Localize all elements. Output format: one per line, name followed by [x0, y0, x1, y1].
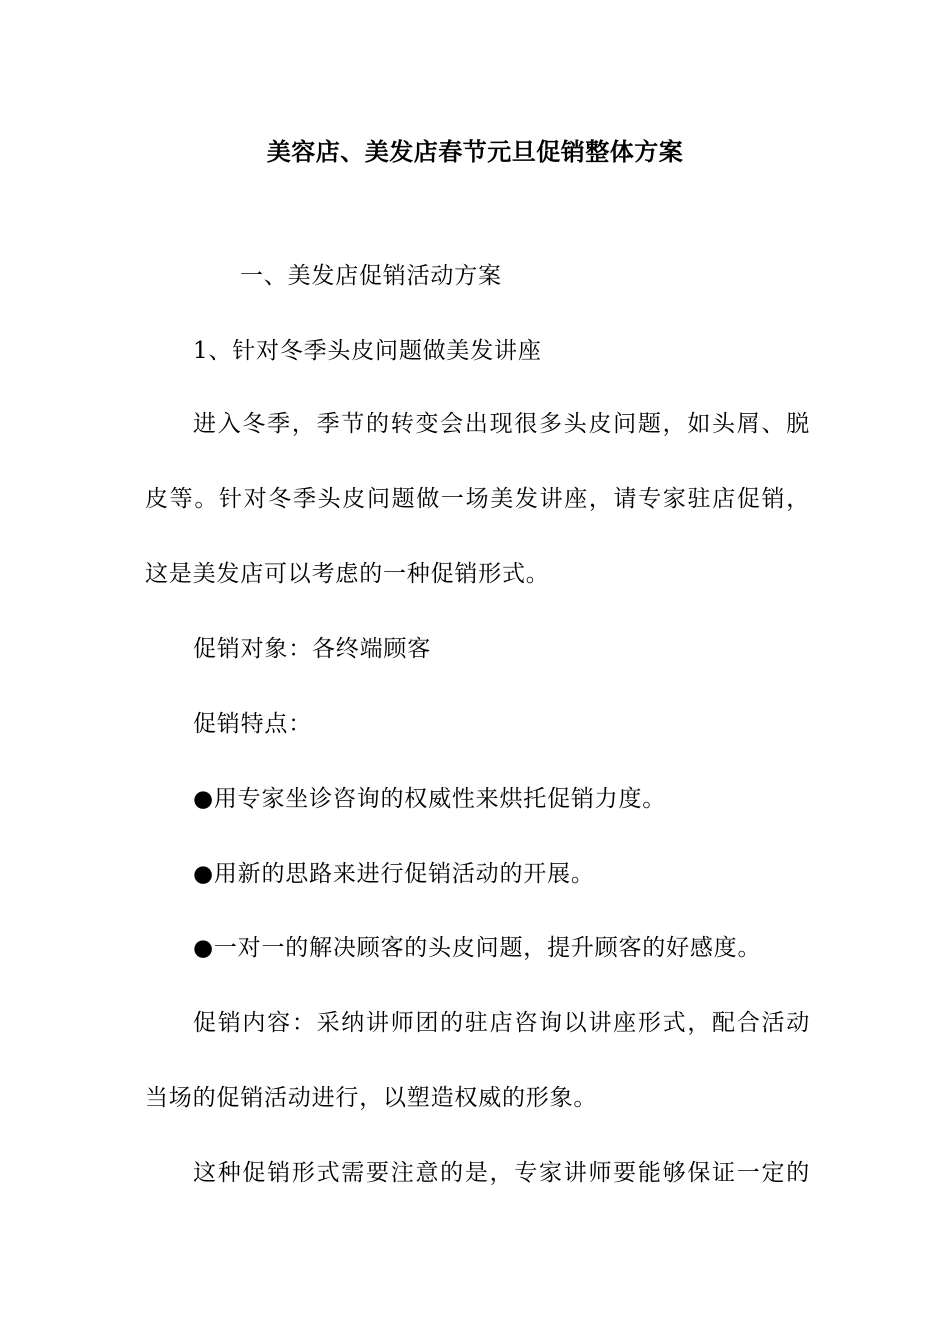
paragraph-line: 进入冬季，季节的转变会出现很多头皮问题，如头屑、脱 [193, 411, 810, 437]
section-heading: 一、美发店促销活动方案 [240, 263, 502, 289]
bullet-item: ●用专家坐诊咨询的权威性来烘托促销力度。 [193, 786, 667, 812]
paragraph-line: 这是美发店可以考虑的一种促销形式。 [145, 561, 550, 587]
paragraph-line: 当场的促销活动进行，以塑造权威的形象。 [145, 1085, 598, 1111]
bullet-item: ●一对一的解决顾客的头皮问题，提升顾客的好感度。 [193, 935, 762, 961]
document-title: 美容店、美发店春节元旦促销整体方案 [266, 137, 684, 166]
subsection-heading: 1、针对冬季头皮问题做美发讲座 [193, 338, 542, 364]
paragraph-line: 促销内容：采纳讲师团的驻店咨询以讲座形式，配合活动 [193, 1010, 810, 1036]
bullet-item: ●用新的思路来进行促销活动的开展。 [193, 861, 595, 887]
paragraph-line: 这种促销形式需要注意的是，专家讲师要能够保证一定的 [193, 1160, 810, 1186]
paragraph-line: 皮等。针对冬季头皮问题做一场美发讲座，请专家驻店促销， [145, 486, 810, 512]
paragraph-line: 促销对象：各终端顾客 [193, 636, 431, 662]
paragraph-line: 促销特点： [193, 711, 312, 737]
